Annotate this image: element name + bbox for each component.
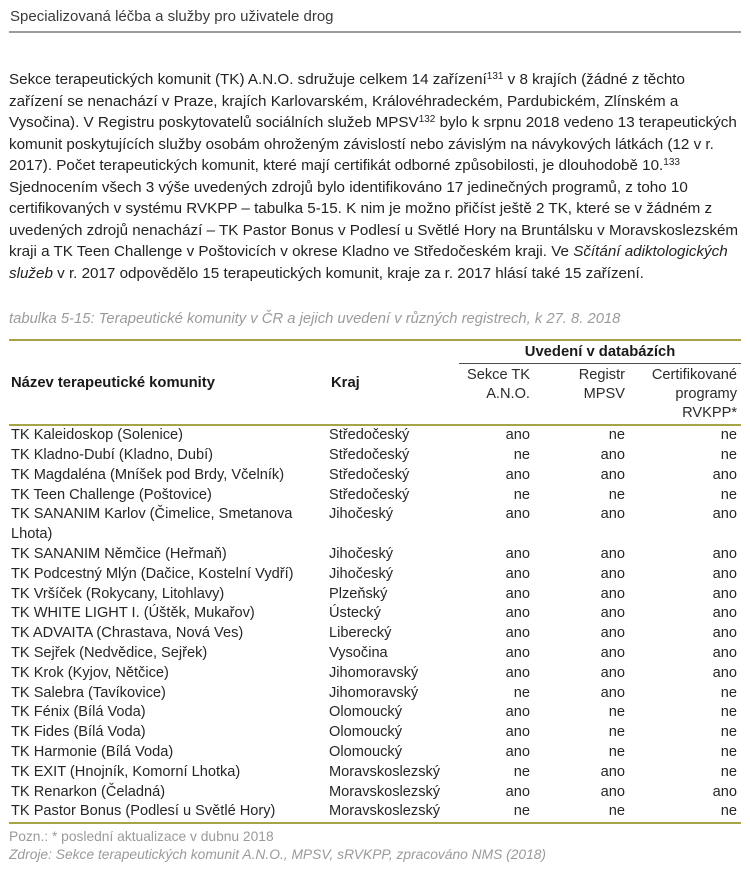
table-row <box>9 446 741 466</box>
cell-rvkpp: ne <box>720 803 738 820</box>
cell-name: TK Kladno-Dubí (Kladno, Dubí) <box>11 447 213 464</box>
cell-sekce-tk-ano: ano <box>505 605 530 622</box>
table-row <box>9 763 741 783</box>
cell-sekce-tk-ano: ano <box>505 724 530 741</box>
cell-name: TK WHITE LIGHT I. (Úštěk, Mukařov) <box>11 605 255 622</box>
cell-registr-mpsv: ano <box>600 585 625 602</box>
cell-name: TK Krok (Kyjov, Nětčice) <box>11 664 169 681</box>
cell-rvkpp: ano <box>712 783 738 800</box>
cell-registr-mpsv: ano <box>600 466 625 483</box>
cell-name: TK ADVAITA (Chrastava, Nová Ves) <box>11 625 244 642</box>
paragraph-text: Sjednocením všech 3 výše uvedených zdrojů bylo identifikováno 17 jedinečných programů, z toho 10 certifikovaných v systému RVKPP – tabulka 5-15. K nim je možno přičíst ještě 2 TK, které se v žádném z uvedených zdrojů nenachází – TK Pastor Bonus v Podlesí u Světlé Hory na Bruntálsku v Moravskoslezském kraji a TK Teen Challenge v Poštovicích v okrese Kladno ve Středočeském kraji. Ve <box>9 178 739 261</box>
cell-registr-mpsv: ano <box>600 783 625 800</box>
table-row <box>9 644 741 664</box>
body-paragraph <box>9 69 743 284</box>
header-line: RVKPP* <box>682 404 738 421</box>
italic-publication-name: Sčítání adiktologických služeb <box>9 243 728 282</box>
cell-name: TK Vršíček (Rokycany, Litohlavy) <box>11 585 225 602</box>
cell-registr-mpsv: ano <box>600 506 625 523</box>
cell-sekce-tk-ano: ano <box>505 625 530 642</box>
column-header-certifikovane-rvkpp <box>629 364 741 425</box>
cell-sekce-tk-ano: ne <box>513 447 530 464</box>
cell-registr-mpsv: ano <box>600 546 625 563</box>
cell-name: TK Magdaléna (Mníšek pod Brdy, Včelník) <box>11 466 285 483</box>
cell-registr-mpsv: ne <box>608 704 625 721</box>
cell-name: TK Pastor Bonus (Podlesí u Světlé Hory) <box>11 803 276 820</box>
table-row <box>9 723 741 743</box>
header-line: MPSV <box>583 386 625 403</box>
paragraph-text: v 8 krajích (žádné z těchto zařízení se nenachází v Praze, krajích Karlovarském, Královéhradeckém, Pardubickém, Zlínském a Vysočina). V Registru poskytovatelů sociálních služeb MPSV <box>9 71 685 132</box>
cell-rvkpp: ano <box>712 645 738 662</box>
cell-name: TK SANANIM Karlov (Čimelice, Smetanova Lhota) <box>11 506 293 543</box>
header-line: programy <box>675 386 738 403</box>
cell-rvkpp: ano <box>712 565 738 582</box>
paragraph-text: v r. 2017 odpovědělo 15 terapeutických komunit, kraje za r. 2017 hlásí také 15 zařízení. <box>52 264 644 282</box>
table-row <box>9 505 741 545</box>
cell-registr-mpsv: ne <box>608 803 625 820</box>
table-note: Pozn.: * poslední aktualizace v dubnu 2018 <box>9 829 274 845</box>
table-row <box>9 664 741 684</box>
column-header-kraj: Kraj <box>331 374 360 391</box>
table-row <box>9 624 741 644</box>
cell-kraj: Moravskoslezský <box>329 783 441 800</box>
cell-name: TK Harmonie (Bílá Voda) <box>11 744 174 760</box>
table-row <box>9 585 741 605</box>
cell-rvkpp: ano <box>712 546 738 563</box>
cell-rvkpp: ano <box>712 466 738 483</box>
cell-kraj: Středočeský <box>329 447 410 464</box>
cell-sekce-tk-ano: ano <box>505 645 530 662</box>
cell-rvkpp: ne <box>720 684 738 701</box>
cell-name: TK Sejřek (Nedvědice, Sejřek) <box>11 645 208 662</box>
table-row <box>9 802 741 823</box>
cell-registr-mpsv: ano <box>600 645 625 662</box>
cell-kraj: Liberecký <box>329 625 392 642</box>
group-header-row <box>9 340 741 364</box>
footnote-ref-132: 132 <box>418 114 436 126</box>
cell-rvkpp: ne <box>720 744 738 760</box>
cell-kraj: Olomoucký <box>329 744 402 760</box>
cell-kraj: Jihočeský <box>329 565 394 582</box>
paragraph-text: Sekce terapeutických komunit (TK) A.N.O. sdružuje celkem 14 zařízení <box>9 71 487 88</box>
cell-registr-mpsv: ano <box>600 565 625 582</box>
cell-registr-mpsv: ne <box>608 486 625 503</box>
cell-rvkpp: ano <box>712 625 738 642</box>
cell-name: TK Fénix (Bílá Voda) <box>11 704 146 721</box>
header-line: Registr <box>578 367 625 384</box>
cell-kraj: Moravskoslezský <box>329 763 441 780</box>
cell-name: TK Renarkon (Čeladná) <box>11 783 166 800</box>
table-row <box>9 565 741 585</box>
cell-rvkpp: ne <box>720 447 738 464</box>
cell-kraj: Jihočeský <box>329 546 394 563</box>
cell-registr-mpsv: ano <box>600 763 625 780</box>
cell-sekce-tk-ano: ano <box>505 704 530 721</box>
cell-registr-mpsv: ano <box>600 684 625 701</box>
cell-name: TK Podcestný Mlýn (Dačice, Kostelní Vydří) <box>11 565 294 582</box>
table-row <box>9 466 741 486</box>
paragraph-text: bylo k srpnu 2018 vedeno 13 terapeutických komunit poskytujících služby osobám ohroženým závislostí nebo závislým na návykových látkách (12 v r. 2017). Počet terapeutických komunit, které mají certifikát odborné způsobilosti, je dlouhodobě 10. <box>9 114 737 175</box>
table-row <box>9 703 741 723</box>
table-row <box>9 783 741 803</box>
cell-registr-mpsv: ne <box>608 724 625 741</box>
cell-name: TK Teen Challenge (Poštovice) <box>11 486 212 503</box>
cell-sekce-tk-ano: ne <box>513 486 530 503</box>
cell-sekce-tk-ano: ne <box>513 763 530 780</box>
cell-rvkpp: ano <box>712 506 738 523</box>
cell-kraj: Olomoucký <box>329 704 402 721</box>
column-header-sekce-tk-ano <box>459 364 534 425</box>
header-line: A.N.O. <box>486 386 530 403</box>
cell-registr-mpsv: ne <box>608 744 625 760</box>
cell-registr-mpsv: ano <box>600 625 625 642</box>
cell-kraj: Vysočina <box>329 645 388 662</box>
cell-name: TK Kaleidoskop (Solenice) <box>11 427 183 444</box>
cell-sekce-tk-ano: ano <box>505 506 530 523</box>
cell-kraj: Jihočeský <box>329 506 394 523</box>
cell-rvkpp: ne <box>720 724 738 741</box>
cell-rvkpp: ano <box>712 585 738 602</box>
cell-name: TK SANANIM Němčice (Heřmaň) <box>11 546 227 563</box>
cell-rvkpp: ano <box>712 664 738 681</box>
table-row <box>9 486 741 506</box>
cell-kraj: Jihomoravský <box>329 684 419 701</box>
cell-rvkpp: ne <box>720 427 738 444</box>
footnote-ref-133: 133 <box>663 157 680 169</box>
cell-kraj: Středočeský <box>329 466 410 483</box>
cell-sekce-tk-ano: ano <box>505 427 530 444</box>
cell-sekce-tk-ano: ano <box>505 565 530 582</box>
cell-sekce-tk-ano: ne <box>513 684 530 701</box>
cell-kraj: Středočeský <box>329 427 410 444</box>
cell-registr-mpsv: ne <box>608 427 625 444</box>
cell-registr-mpsv: ano <box>600 664 625 681</box>
cell-sekce-tk-ano: ano <box>505 744 530 760</box>
cell-name: TK Fides (Bílá Voda) <box>11 724 146 741</box>
cell-sekce-tk-ano: ne <box>513 803 530 820</box>
cell-rvkpp: ano <box>712 605 738 622</box>
cell-kraj: Ústecký <box>329 605 381 622</box>
cell-sekce-tk-ano: ano <box>505 466 530 483</box>
group-header-databases: Uvedení v databázích <box>459 340 741 364</box>
header-line: Certifikované <box>651 367 738 384</box>
column-header-registr-mpsv <box>534 364 629 425</box>
cell-sekce-tk-ano: ano <box>505 585 530 602</box>
cell-kraj: Moravskoslezský <box>329 803 441 820</box>
cell-kraj: Jihomoravský <box>329 664 419 681</box>
column-header-name: Název terapeutické komunity <box>11 374 215 391</box>
footnote-ref-131: 131 <box>486 71 504 82</box>
table-header <box>9 340 741 425</box>
cell-kraj: Plzeňský <box>329 585 388 602</box>
cell-sekce-tk-ano: ano <box>505 546 530 563</box>
cell-registr-mpsv: ano <box>600 605 625 622</box>
header-line: Sekce TK <box>467 367 530 384</box>
cell-rvkpp: ne <box>720 763 738 780</box>
cell-name: TK EXIT (Hnojník, Komorní Lhotka) <box>11 763 241 780</box>
cell-sekce-tk-ano: ano <box>505 783 530 800</box>
cell-kraj: Olomoucký <box>329 724 402 741</box>
cell-registr-mpsv: ano <box>600 447 625 464</box>
table-row <box>9 684 741 704</box>
table-row <box>9 604 741 624</box>
page-title: Specializovaná léčba a služby pro uživatele drog <box>9 4 741 33</box>
cell-sekce-tk-ano: ano <box>505 664 530 681</box>
table-source: Zdroje: Sekce terapeutických komunit A.N.O., MPSV, sRVKPP, zpracováno NMS (2018) <box>9 846 547 862</box>
table-row <box>9 743 741 763</box>
table-caption: tabulka 5-15: Terapeutické komunity v ČR a jejich uvedení v různých registrech, k 27. 8. 2018 <box>9 311 621 328</box>
cell-rvkpp: ne <box>720 704 738 721</box>
data-table <box>9 339 741 824</box>
table-row <box>9 425 741 446</box>
table-body <box>9 425 741 823</box>
cell-name: TK Salebra (Tavíkovice) <box>11 684 166 701</box>
cell-kraj: Středočeský <box>329 486 410 503</box>
cell-rvkpp: ne <box>720 486 738 503</box>
table-row <box>9 545 741 565</box>
